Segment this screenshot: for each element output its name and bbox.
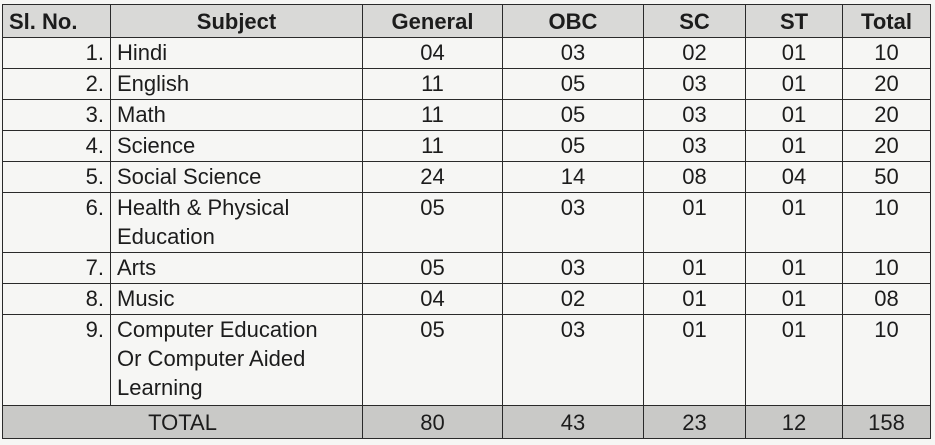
cell-total: 10 xyxy=(843,193,931,253)
cell-sl-no: 9. xyxy=(3,315,111,406)
table-row xyxy=(3,100,931,131)
cell-obc: 03 xyxy=(503,38,644,69)
header-row xyxy=(3,5,931,38)
cell-subject: Music xyxy=(111,284,363,315)
cell-total: 08 xyxy=(843,284,931,315)
cell-sc: 01 xyxy=(644,315,746,406)
cell-general: 05 xyxy=(363,253,503,284)
totals-row xyxy=(3,406,931,439)
header-sc: SC xyxy=(644,5,746,38)
totals-general: 80 xyxy=(363,406,503,439)
cell-obc: 03 xyxy=(503,315,644,406)
totals-obc: 43 xyxy=(503,406,644,439)
cell-sl-no: 6. xyxy=(3,193,111,253)
cell-sl-no: 3. xyxy=(3,100,111,131)
cell-total: 20 xyxy=(843,100,931,131)
totals-sc: 23 xyxy=(644,406,746,439)
cell-obc: 05 xyxy=(503,69,644,100)
cell-total: 10 xyxy=(843,315,931,406)
subject-line: Or Computer Aided xyxy=(117,346,306,371)
totals-st: 12 xyxy=(746,406,843,439)
table-row xyxy=(3,253,931,284)
cell-st: 01 xyxy=(746,193,843,253)
cell-sc: 03 xyxy=(644,100,746,131)
table-row xyxy=(3,38,931,69)
cell-sl-no: 7. xyxy=(3,253,111,284)
cell-general: 05 xyxy=(363,193,503,253)
cell-st: 04 xyxy=(746,162,843,193)
header-general: General xyxy=(363,5,503,38)
cell-sc: 01 xyxy=(644,193,746,253)
cell-subject xyxy=(111,315,363,406)
table-row xyxy=(3,284,931,315)
cell-sl-no: 2. xyxy=(3,69,111,100)
cell-obc: 14 xyxy=(503,162,644,193)
cell-subject: Social Science xyxy=(111,162,363,193)
cell-sl-no: 8. xyxy=(3,284,111,315)
header-sl-no: Sl. No. xyxy=(3,5,111,38)
subject-line: Health & Physical xyxy=(117,195,290,220)
cell-total: 10 xyxy=(843,253,931,284)
cell-subject: Math xyxy=(111,100,363,131)
cell-general: 04 xyxy=(363,284,503,315)
subject-line: Education xyxy=(117,224,215,249)
cell-subject: Science xyxy=(111,131,363,162)
cell-general: 24 xyxy=(363,162,503,193)
table-row xyxy=(3,162,931,193)
cell-general: 05 xyxy=(363,315,503,406)
cell-total: 20 xyxy=(843,131,931,162)
cell-st: 01 xyxy=(746,253,843,284)
cell-subject xyxy=(111,193,363,253)
cell-obc: 03 xyxy=(503,253,644,284)
header-st: ST xyxy=(746,5,843,38)
cell-st: 01 xyxy=(746,38,843,69)
cell-general: 11 xyxy=(363,69,503,100)
table-row xyxy=(3,131,931,162)
cell-total: 50 xyxy=(843,162,931,193)
cell-general: 04 xyxy=(363,38,503,69)
subject-line: Computer Education xyxy=(117,317,318,342)
seat-distribution-table xyxy=(2,4,931,439)
cell-general: 11 xyxy=(363,131,503,162)
header-subject: Subject xyxy=(111,5,363,38)
cell-sc: 01 xyxy=(644,253,746,284)
cell-sc: 03 xyxy=(644,69,746,100)
cell-subject: English xyxy=(111,69,363,100)
totals-label: TOTAL xyxy=(3,406,363,439)
cell-total: 20 xyxy=(843,69,931,100)
cell-st: 01 xyxy=(746,100,843,131)
cell-obc: 03 xyxy=(503,193,644,253)
table-row xyxy=(3,315,931,406)
cell-sc: 01 xyxy=(644,284,746,315)
cell-obc: 02 xyxy=(503,284,644,315)
header-total: Total xyxy=(843,5,931,38)
subject-line: Learning xyxy=(117,375,203,400)
cell-sc: 08 xyxy=(644,162,746,193)
cell-st: 01 xyxy=(746,284,843,315)
cell-st: 01 xyxy=(746,69,843,100)
table-row xyxy=(3,193,931,253)
header-obc: OBC xyxy=(503,5,644,38)
cell-st: 01 xyxy=(746,131,843,162)
table-row xyxy=(3,69,931,100)
cell-general: 11 xyxy=(363,100,503,131)
totals-total: 158 xyxy=(843,406,931,439)
cell-total: 10 xyxy=(843,38,931,69)
cell-sc: 03 xyxy=(644,131,746,162)
cell-st: 01 xyxy=(746,315,843,406)
cell-sl-no: 5. xyxy=(3,162,111,193)
cell-subject: Arts xyxy=(111,253,363,284)
cell-sc: 02 xyxy=(644,38,746,69)
cell-obc: 05 xyxy=(503,131,644,162)
cell-sl-no: 1. xyxy=(3,38,111,69)
cell-subject: Hindi xyxy=(111,38,363,69)
cell-obc: 05 xyxy=(503,100,644,131)
cell-sl-no: 4. xyxy=(3,131,111,162)
